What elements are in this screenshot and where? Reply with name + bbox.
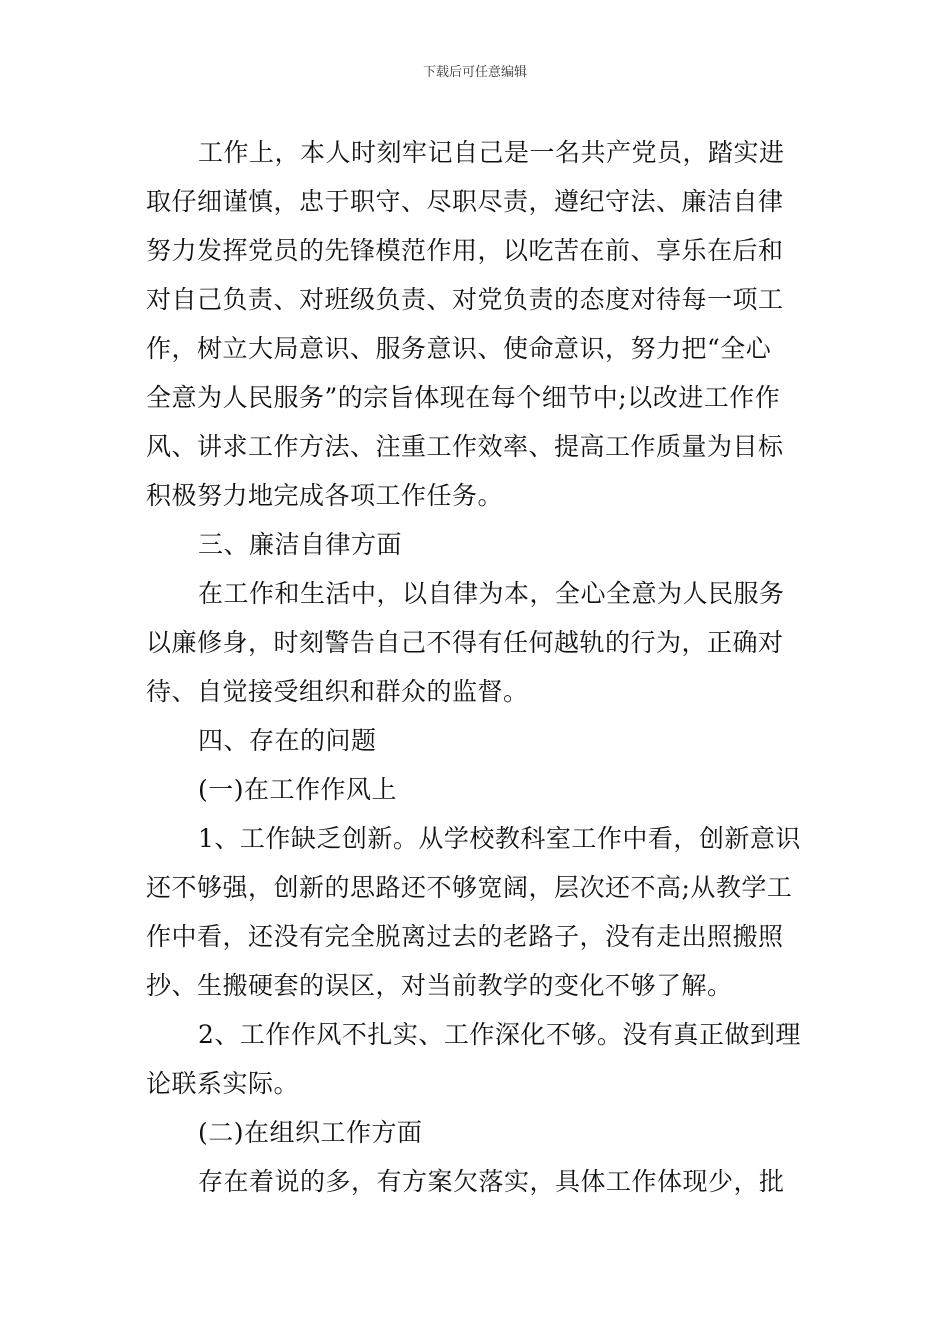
paragraph-line: 1、工作缺乏创新。从学校教科室工作中看，创新意识	[198, 824, 801, 853]
paragraph-line: 论联系实际。	[146, 1069, 300, 1098]
document-body	[146, 128, 806, 1206]
paragraph-line: 2、工作作风不扎实、工作深化不够。没有真正做到理	[198, 1020, 801, 1049]
paragraph-line: 还不够强，创新的思路还不够宽阔，层次还不高;从教学工	[146, 873, 793, 902]
paragraph-line: 作中看，还没有完全脱离过去的老路子，没有走出照搬照	[146, 922, 784, 951]
subsection-heading: (二)在组织工作方面	[198, 1118, 423, 1147]
page-header: 下载后可任意编辑	[422, 65, 527, 80]
paragraph-line: 取仔细谨慎，忠于职守、尽职尽责，遵纪守法、廉洁自律	[146, 187, 784, 216]
paragraph-line: 风、讲求工作方法、注重工作效率、提高工作质量为目标	[146, 432, 784, 461]
paragraph-line: 努力发挥党员的先锋模范作用，以吃苦在前、享乐在后和	[146, 236, 784, 265]
paragraph-line: 全意为人民服务”的宗旨体现在每个细节中;以改进工作作	[146, 383, 781, 412]
paragraph-line: 待、自觉接受组织和群众的监督。	[146, 677, 529, 706]
paragraph-line: 工作上，本人时刻牢记自己是一名共产党员，踏实进	[198, 138, 785, 167]
paragraph-line: 对自己负责、对班级负责、对党负责的态度对待每一项工	[146, 285, 784, 314]
paragraph-line: 抄、生搬硬套的误区，对当前教学的变化不够了解。	[146, 971, 733, 1000]
paragraph-line: 存在着说的多，有方案欠落实，具体工作体现少，批	[198, 1167, 785, 1196]
section-heading: 四、存在的问题	[198, 726, 377, 755]
section-heading: 三、廉洁自律方面	[198, 530, 403, 559]
paragraph-line: 积极努力地完成各项工作任务。	[146, 481, 504, 510]
paragraph-line: 以廉修身，时刻警告自己不得有任何越轨的行为，正确对	[146, 628, 784, 657]
subsection-heading: (一)在工作作风上	[198, 775, 398, 804]
paragraph-line: 在工作和生活中，以自律为本，全心全意为人民服务	[198, 579, 785, 608]
paragraph-line: 作，树立大局意识、服务意识、使命意识，努力把“全心	[146, 334, 772, 363]
